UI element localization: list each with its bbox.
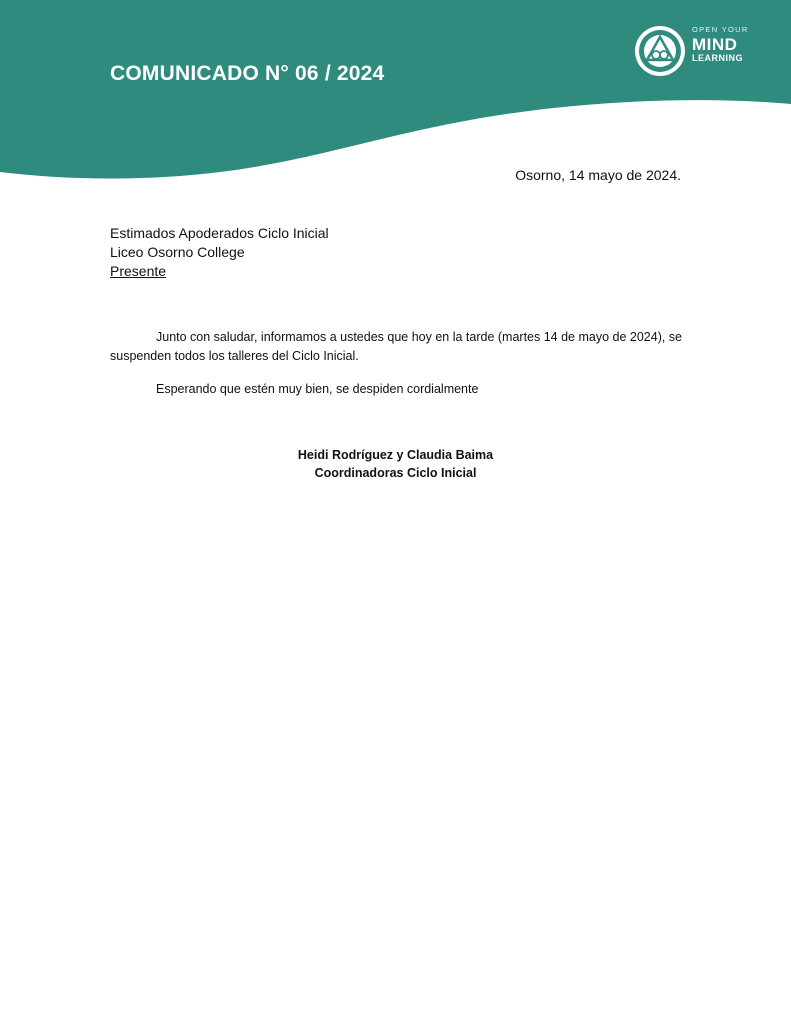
logo-line-learning: LEARNING <box>692 52 743 63</box>
letter-body <box>110 328 690 399</box>
page-title: COMUNICADO N° 06 / 2024 <box>110 62 385 85</box>
recipient-line-2: Liceo Osorno College <box>110 244 245 260</box>
body-paragraph-1: Junto con saludar, informamos a ustedes que hoy en la tarde (martes 14 de mayo de 2024), se suspenden todos los talleres del Ciclo Inicial. <box>110 330 683 363</box>
logo-line-open-your: OPEN YOUR <box>692 25 749 34</box>
signature-names: Heidi Rodríguez y Claudia Baima <box>297 448 494 462</box>
signature-role: Coordinadoras Ciclo Inicial <box>314 466 477 480</box>
school-logo <box>632 24 752 78</box>
body-paragraph-2: Esperando que estén muy bien, se despiden cordialmente <box>156 382 479 396</box>
school-seal-icon <box>632 24 688 78</box>
logo-line-mind: MIND <box>692 34 738 54</box>
letter-date: Osorno, 14 mayo de 2024. <box>515 167 681 183</box>
recipient-line-presente: Presente <box>110 263 167 279</box>
recipient-line-1: Estimados Apoderados Ciclo Inicial <box>110 225 329 241</box>
recipient-block <box>110 224 329 281</box>
signature-block <box>0 446 791 482</box>
